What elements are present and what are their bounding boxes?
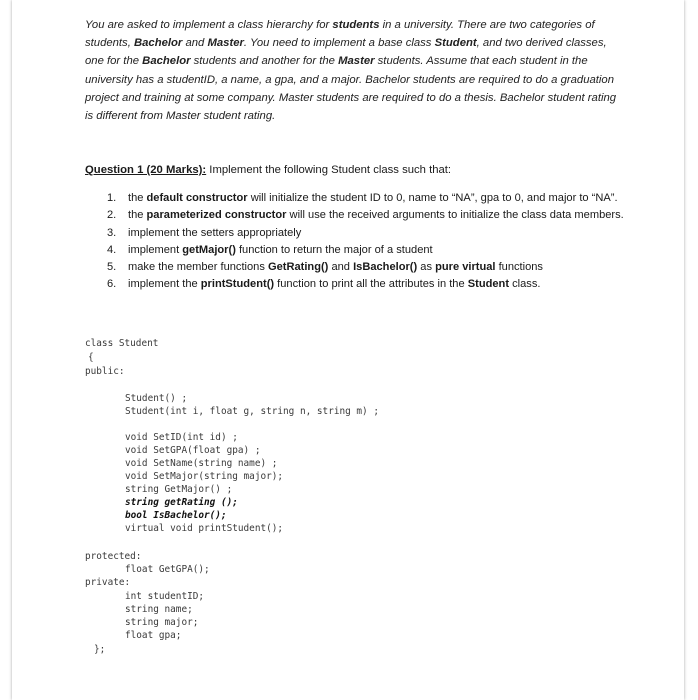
code-block — [85, 338, 645, 655]
code-line: bool IsBachelor(); — [125, 510, 227, 521]
intro-bold: Master — [207, 37, 244, 50]
list-item — [98, 259, 638, 276]
intro-bold: Bachelor — [133, 37, 183, 50]
code-line: virtual void printStudent(); — [125, 523, 284, 534]
code-line: private: — [85, 577, 131, 588]
item-bold: pure virtual — [435, 261, 496, 274]
list-number: 4. — [107, 243, 117, 256]
item-bold: getMajor() — [182, 243, 236, 256]
code-line: string getRating (); — [125, 497, 238, 508]
code-line: void SetName(string name) ; — [125, 458, 278, 469]
item-text: and — [328, 261, 354, 274]
item-bold: IsBachelor() — [353, 261, 418, 274]
question-text: Implement the following Student class such that: — [206, 164, 452, 176]
code-line: class Student — [85, 338, 159, 349]
item-text: implement — [128, 243, 183, 256]
item-text: functions — [495, 261, 543, 274]
item-text: implement the setters appropriately — [128, 226, 302, 239]
code-line: float GetGPA(); — [125, 564, 210, 575]
code-line: Student(int i, float g, string n, string m) ; — [125, 406, 379, 417]
item-text: the — [128, 192, 147, 204]
item-bold: Student — [467, 278, 510, 291]
item-text: function to print all the attributes in the — [274, 278, 468, 291]
intro-bold: Bachelor — [142, 55, 191, 68]
intro-text: , and two derived classes, one for the — [85, 37, 607, 68]
intro-text: students and another for the — [190, 55, 339, 68]
intro-text: and — [182, 37, 208, 50]
intro-text: in a university. There are two categories of students, — [85, 19, 595, 50]
code-line: void SetID(int id) ; — [125, 432, 238, 443]
requirements-list — [98, 190, 638, 294]
code-line: float gpa; — [125, 630, 182, 641]
code-line: string GetMajor() ; — [125, 484, 233, 495]
item-text: will initialize the student ID to 0, name to “NA”, gpa to 0, and major to “NA”. — [247, 192, 618, 204]
intro-text: students. Assume that each student in the university has a studentID, a name, a gpa, and a major. Bachelor students are required to do a graduation project and training at some company. Master students are required to do a thesis. Bachelor student rating is different from Master student rating. — [85, 55, 617, 123]
intro-bold: Master — [338, 55, 375, 68]
code-line: string name; — [125, 604, 193, 615]
intro-bold: Student — [434, 37, 477, 50]
list-number: 6. — [107, 278, 117, 291]
code-line: string major; — [125, 617, 199, 628]
question-label: Question 1 (20 Marks): — [85, 164, 207, 176]
code-line: { — [88, 352, 94, 363]
code-line: Student() ; — [125, 393, 188, 404]
item-text: function to return the major of a student — [235, 243, 433, 256]
intro-text: . You need to implement a base class — [243, 37, 435, 50]
intro-paragraph — [85, 16, 625, 125]
code-line: void SetGPA(float gpa) ; — [125, 445, 261, 456]
code-line: void SetMajor(string major); — [125, 471, 284, 482]
intro-bold: students — [332, 19, 380, 31]
list-number: 5. — [107, 261, 117, 274]
item-bold: parameterized constructor — [146, 209, 287, 222]
question-heading — [85, 162, 645, 178]
list-item — [98, 242, 638, 259]
code-line: int studentID; — [125, 591, 205, 602]
code-line: public: — [85, 366, 125, 377]
intro-text: You are asked to implement a class hierarchy for — [85, 19, 333, 31]
item-text: make the member functions — [128, 261, 268, 274]
list-number: 2. — [107, 209, 117, 222]
item-bold: printStudent() — [200, 278, 275, 291]
code-line: protected: — [85, 551, 142, 562]
item-text: implement the — [128, 278, 201, 291]
item-bold: GetRating() — [267, 261, 329, 274]
item-bold: default constructor — [146, 192, 248, 204]
item-text: class. — [509, 278, 541, 291]
item-text: as — [417, 261, 436, 274]
list-number: 3. — [107, 226, 117, 239]
item-text: the — [128, 209, 147, 222]
item-text: will use the received arguments to initialize the class data members. — [286, 209, 624, 222]
list-item — [98, 207, 638, 224]
list-item — [98, 225, 638, 242]
code-line: }; — [94, 644, 106, 655]
list-item — [98, 276, 638, 293]
list-number: 1. — [107, 192, 117, 204]
list-item — [98, 190, 638, 207]
document-page — [12, 0, 684, 700]
